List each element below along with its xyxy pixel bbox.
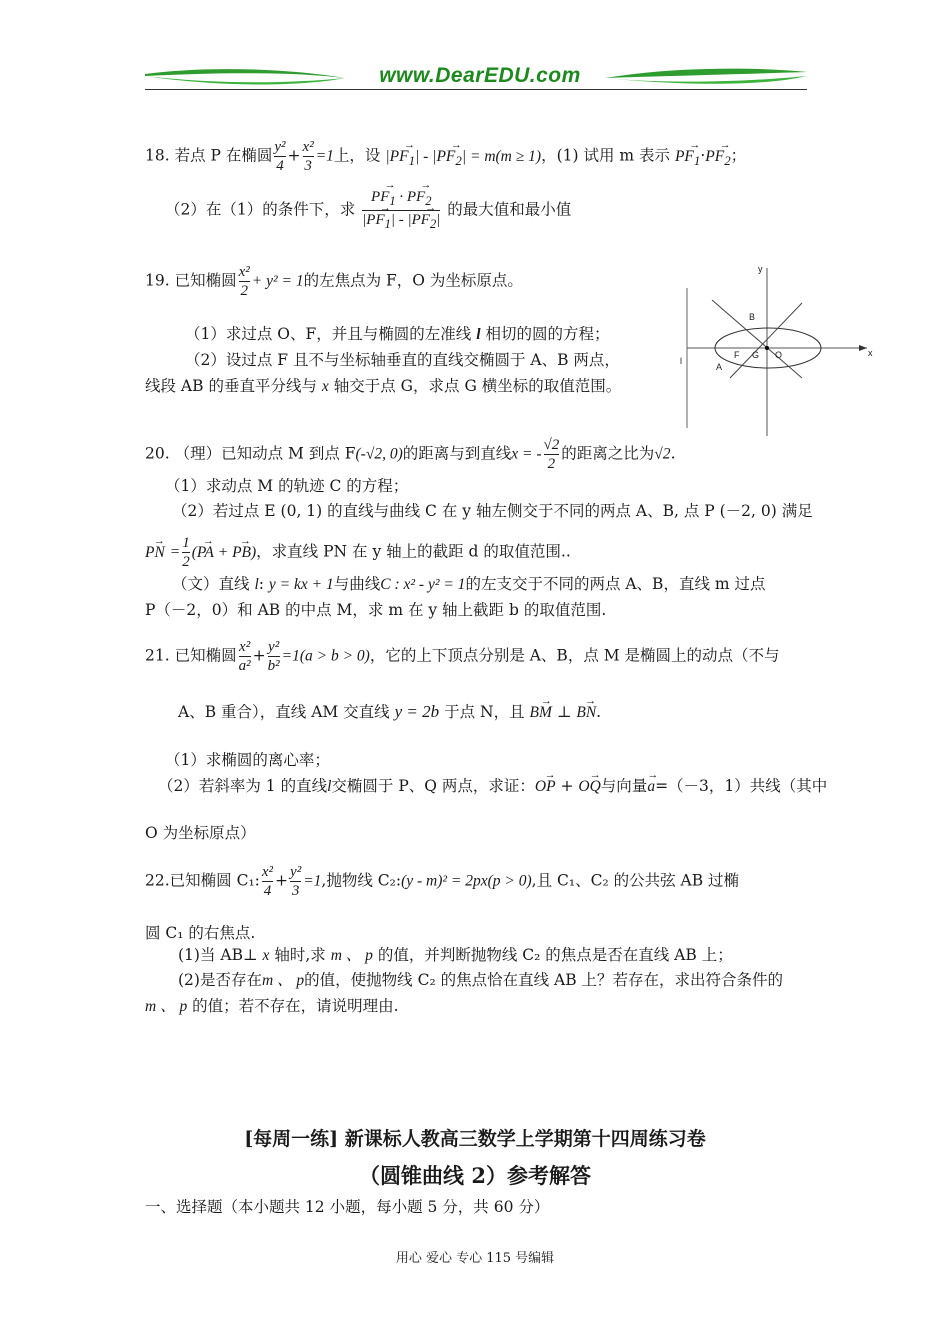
q20-wen-b: 与曲线 — [333, 575, 381, 593]
q20-number: 20. — [145, 444, 170, 463]
q18-line1: 18. 若点 P 在椭圆 $\frac{\text{y²}}{4}$ + $\frac{\text{x²}}{3}$ =1上，设 |→ $PF_1|$ - |→ $PF_2| = m(m \ge 1)$，(1) 试用 m 表示 → $PF_1\cdot\to PF_2$； — [145, 138, 746, 175]
q19-part2-b: 轴交于点 G，求点 G 横坐标的取值范围。 — [333, 377, 622, 395]
q21-number: 21. — [145, 646, 170, 665]
q18-text-b: 上，设 — [333, 146, 381, 165]
q19-line4: 线段 AB 的垂直平分线与 x 轴交于点 G，求点 G 横坐标的取值范围。 — [145, 377, 622, 395]
fig-label-y: y — [758, 264, 763, 274]
q19-line3: （2）设过点 F 且不与坐标轴垂直的直线交椭圆于 A、B 两点， — [185, 351, 620, 369]
answer-title: [每周一练] 新课标人教高三数学上学期第十四周练习卷 — [244, 1128, 706, 1150]
fig-label-a: A — [716, 362, 723, 372]
header-rule — [145, 89, 807, 90]
q20-text-b: 的距离与到直线 — [402, 444, 512, 463]
site-name[interactable]: www.DearEDU.com — [379, 64, 581, 87]
fig-label-o: O — [775, 350, 783, 360]
q18-text-d: ； — [730, 146, 747, 165]
answer-subtitle: （圆锥曲线 2）参考解答 — [359, 1163, 591, 1188]
q20-line6: P（－2，0）和 AB 的中点 M，求 m 在 y 轴上截距 b 的取值范围. — [145, 601, 607, 619]
q19-part1: （1）求过点 O、F，并且与椭圆的左准线 — [185, 325, 472, 343]
q22-text-b: ,抛物线 C₂: — [321, 871, 402, 890]
q20-text-c: 的距离之比为 — [561, 444, 655, 463]
q22-line5: m 、 p 的值；若不存在，请说明理由. — [145, 997, 399, 1015]
q18-number: 18. — [145, 146, 170, 165]
q20-wen-c: 的左支交于不同的两点 A、B，直线 m 过点 — [465, 575, 766, 593]
q21-line5: O 为坐标原点） — [145, 824, 256, 842]
q21-part2-a: （2）若斜率为 1 的直线 — [158, 777, 328, 795]
q18-line2: （2）在（1）的条件下，求 → $\frac{PF_1 \cdot \to PF_2}{|\to PF_1| - |\to PF_2|}$ 的最大值和最小值 — [165, 188, 571, 233]
q22-part1-b: 轴时,求 — [274, 946, 326, 964]
q22-part1-c: 的值，并判断抛物线 C₂ 的焦点是否在直线 AB 上； — [377, 946, 733, 964]
q22-part2-a: (2)是否存在 — [178, 971, 262, 989]
q18-text-a: 若点 P 在椭圆 — [174, 146, 273, 165]
q21-text-b: ，它的上下顶点分别是 A、B，点 M 是椭圆上的动点（不与 — [369, 646, 780, 665]
q21-line2: A、B 重合），直线 AM 交直线 y = 2b 于点 N，且 → BM ⊥ → BN. — [178, 702, 601, 723]
q21-line3: （1）求椭圆的离心率； — [165, 751, 330, 769]
q22-text-a: 已知椭圆 C₁: — [169, 871, 260, 890]
section-heading: 一、选择题（本小题共 12 小题，每小题 5 分，共 60 分） — [145, 1198, 550, 1216]
q19-line2: （1）求过点 O、F，并且与椭圆的左准线 l 相切的圆的方程； — [185, 325, 610, 343]
q22-text-c: ,且 C₁、C₂ 的公共弦 AB 过椭 — [531, 871, 740, 890]
q19-number: 19. — [145, 271, 170, 290]
q18-part2-a: （2）在（1）的条件下，求 — [165, 200, 356, 219]
q20-wen-a: （文）直线 — [172, 575, 250, 593]
q21-line1: 21. 已知椭圆 $\frac{\text{x²}}{\text{a²}}$ + $\frac{\text{y²}}{\text{b²}}$ =1(a > b > 0)，它的上下顶点分别是 A、B，点 M 是椭圆上的动点（不与 — [145, 639, 780, 674]
q22-part2-b: 的值，使抛物线 C₂ 的焦点恰在直线 AB 上？若存在，求出符合条件的 — [304, 971, 784, 989]
q21-text-c: A、B 重合），直线 AM 交直线 — [178, 703, 390, 721]
q19-part1-b: 相切的圆的方程； — [485, 325, 610, 343]
q21-text-a: 已知椭圆 — [174, 646, 237, 665]
q19-text-a: 已知椭圆 — [174, 271, 237, 290]
q20-line5: （文）直线 l: y = kx + 1与曲线C : x² - y² = 1的左支交于不同的两点 A、B，直线 m 过点 — [172, 575, 766, 593]
q22-line3: (1)当 AB⊥ x 轴时,求 m 、 p 的值，并判断抛物线 C₂ 的焦点是否在直线 AB 上； — [178, 946, 733, 964]
q21-part2-c: 与向量 — [600, 777, 648, 795]
q18-text-c: ，(1) 试用 m 表示 — [541, 146, 670, 165]
q22-part2-c: 的值；若不存在，请说明理由. — [192, 997, 399, 1015]
q21-line4: （2）若斜率为 1 的直线l交椭圆于 P、Q 两点，求证：→ OP + → OQ与向量→ a=（－3，1）共线（其中 — [158, 776, 827, 797]
q20-part2-text: ，求直线 PN 在 y 轴上的截距 d 的取值范围.. — [256, 542, 571, 561]
ellipse-figure — [672, 258, 882, 438]
page-footer: 用心 爱心 专心 115 号编辑 — [395, 1251, 555, 1266]
fig-label-x: x — [868, 348, 873, 358]
q19-line1: 19. 已知椭圆 $\frac{\text{x²}}{2}$ + y² = 1的左焦点为 F，O 为坐标原点。 — [145, 264, 523, 299]
q22-line1: 22.已知椭圆 C₁: $\frac{\text{x²}}{4}$ + $\frac{\text{y²}}{3}$ =1,抛物线 C₂:(y - m)² = 2px(p > 0),且 C₁、C₂ 的公共弦 AB 过椭 — [145, 864, 740, 899]
q20-line1: 20. （理）已知动点 M 到点 F(-√2, 0)的距离与到直线x = - $\frac{√2}{2}$ 的距离之比为√2. — [145, 437, 676, 472]
q22-number: 22. — [145, 871, 170, 890]
q20-line2: （1）求动点 M 的轨迹 C 的方程； — [165, 477, 409, 495]
q21-part2-b: 交椭圆于 P、Q 两点，求证： — [331, 777, 535, 795]
fig-label-b: B — [749, 312, 756, 322]
q20-line3: （2）若过点 E (0, 1) 的直线与曲线 C 在 y 轴左侧交于不同的两点 A、B, 点 P (－2, 0) 满足 — [172, 502, 813, 520]
q22-line4: (2)是否存在m 、 p的值，使抛物线 C₂ 的焦点恰在直线 AB 上？若存在，求出符合条件的 — [178, 971, 784, 989]
q22-line2: 圆 C₁ 的右焦点. — [145, 924, 256, 942]
q20-text-a: （理）已知动点 M 到点 F — [174, 444, 356, 463]
q19-text-b: 的左焦点为 F，O 为坐标原点。 — [303, 271, 523, 290]
q18-part2-b: 的最大值和最小值 — [447, 200, 572, 219]
fig-label-l: l — [680, 356, 682, 366]
q21-part2-d: =（－3，1）共线（其中 — [655, 777, 828, 795]
fig-label-f: F — [734, 350, 740, 360]
fig-label-g: G — [752, 350, 760, 360]
q20-line4: → PN = $\frac{1}{2}$ (→ PA + → PB)，求直线 PN 在 y 轴上的截距 d 的取值范围.. — [145, 534, 571, 571]
q19-part2-a: 线段 AB 的垂直平分线与 — [145, 377, 317, 395]
q21-text-d: 于点 N，且 — [444, 703, 525, 721]
q22-part1-a: (1)当 AB⊥ — [178, 946, 258, 964]
